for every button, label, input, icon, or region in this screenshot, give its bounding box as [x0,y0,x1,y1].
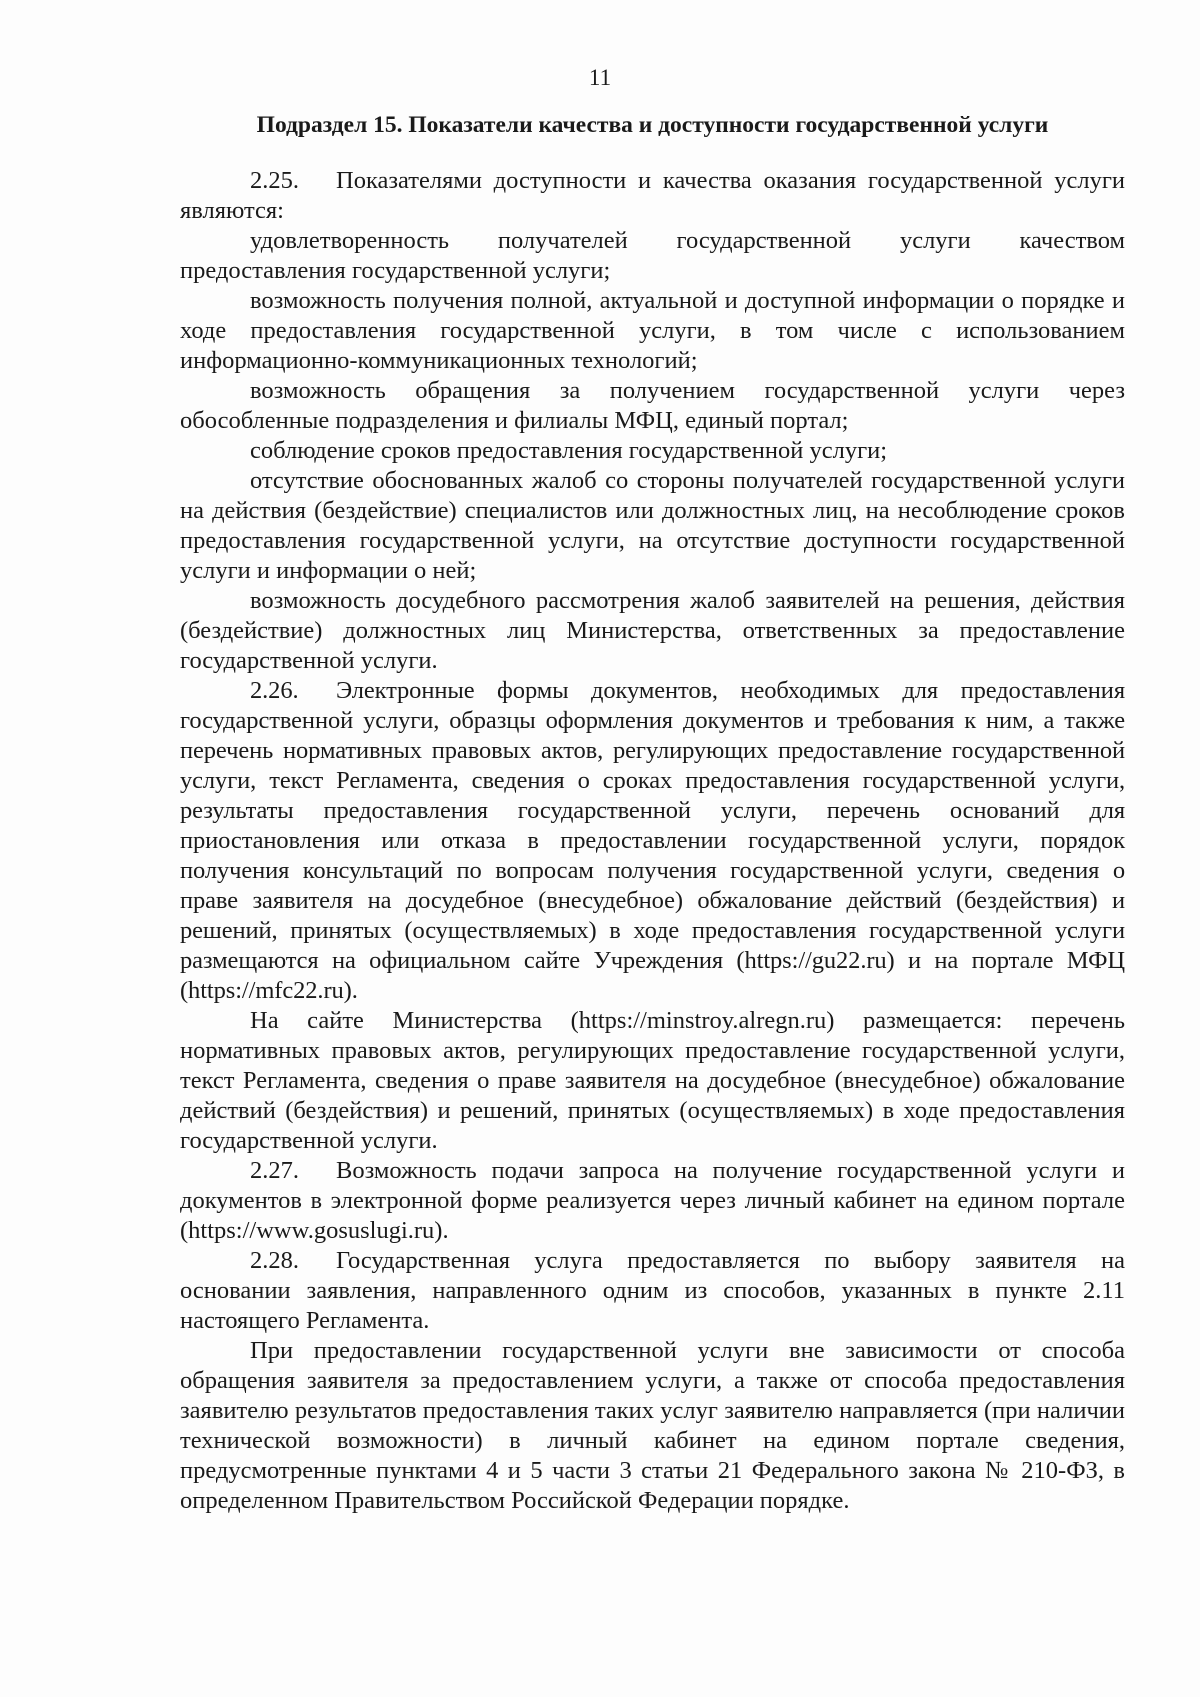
paragraph-final [180,1336,1125,1516]
paragraph-text: Электронные формы документов, необходимых для предоставления государственной услуги, образцы оформления документов и требования к ним, а также перечень нормативных правовых актов, регулирующих предоставление государственной услуги, текст Регламента, сведения о сроках предоставления государственной услуги, результаты предоставления государственной услуги, перечень оснований для приостановления или отказа в предоставлении государственной услуги, порядок получения консультаций по вопросам получения государственной услуги, сведения о праве заявителя на досудебное (внесудебное) обжалование действий (бездействия) и решений, принятых (осуществляемых) в ходе предоставления государственной услуги размещаются на официальном сайте Учреждения (https://gu22.ru) и на портале МФЦ (https://mfc22.ru). [180,677,1125,1004]
paragraph-ministry-site [180,1006,1125,1156]
list-item [180,466,1125,586]
paragraph-2-27 [180,1156,1125,1246]
paragraph-text: возможность получения полной, актуальной и доступной информации о порядке и ходе предоставления государственной услуги, в том числе с использованием информационно-коммуникационных технологий; [180,287,1125,374]
list-item [180,436,1125,466]
clause-number: 2.28. [250,1247,299,1274]
paragraph-text: Показателями доступности и качества оказания государственной услуги являются: [180,167,1125,224]
paragraph-2-26 [180,676,1125,1006]
paragraph-text: удовлетворенность получателей государственной услуги качеством предоставления государственной услуги; [180,227,1125,284]
paragraph-text: При предоставлении государственной услуги вне зависимости от способа обращения заявителя за предоставлением услуги, а также от способа предоставления заявителю результатов предоставления таких услуг заявителю направляется (при наличии технической возможности) в личный кабинет на едином портале сведения, предусмотренные пунктами 4 и 5 части 3 статьи 21 Федерального закона № 210-ФЗ, в определенном Правительством Российской Федерации порядке. [180,1337,1125,1514]
clause-number: 2.26. [250,677,299,704]
paragraph-2-28 [180,1246,1125,1336]
section-heading: Подраздел 15. Показатели качества и доступности государственной услуги [256,112,1049,138]
paragraph-text: Государственная услуга предоставляется по выбору заявителя на основании заявления, направленного одним из способов, указанных в пункте 2.11 настоящего Регламента. [180,1247,1125,1334]
paragraph-text: возможность обращения за получением государственной услуги через обособленные подразделения и филиалы МФЦ, единый портал; [180,377,1125,434]
clause-number: 2.27. [250,1157,299,1184]
list-item [180,226,1125,286]
paragraph-text: возможность досудебного рассмотрения жалоб заявителей на решения, действия (бездействие) должностных лиц Министерства, ответственных за предоставление государственной услуги. [180,587,1125,674]
paragraph-text: соблюдение сроков предоставления государственной услуги; [250,437,888,464]
paragraph-2-25 [180,166,1125,226]
clause-number: 2.25. [250,167,299,194]
list-item [180,586,1125,676]
list-item [180,376,1125,436]
paragraph-text: Возможность подачи запроса на получение государственной услуги и документов в электронной форме реализуется через личный кабинет на едином портале (https://www.gosuslugi.ru). [180,1157,1125,1244]
document-body [180,166,1125,1516]
page-number: 11 [588,65,612,90]
list-item [180,286,1125,376]
paragraph-text: На сайте Министерства (https://minstroy.alregn.ru) размещается: перечень нормативных правовых актов, регулирующих предоставление государственной услуги, текст Регламента, сведения о праве заявителя на досудебное (внесудебное) обжалование действий (бездействия) и решений, принятых (осуществляемых) в ходе предоставления государственной услуги. [180,1007,1125,1154]
paragraph-text: отсутствие обоснованных жалоб со стороны получателей государственной услуги на действия (бездействие) специалистов или должностных лиц, на несоблюдение сроков предоставления государственной услуги, на отсутствие доступности государственной услуги и информации о ней; [180,467,1125,584]
